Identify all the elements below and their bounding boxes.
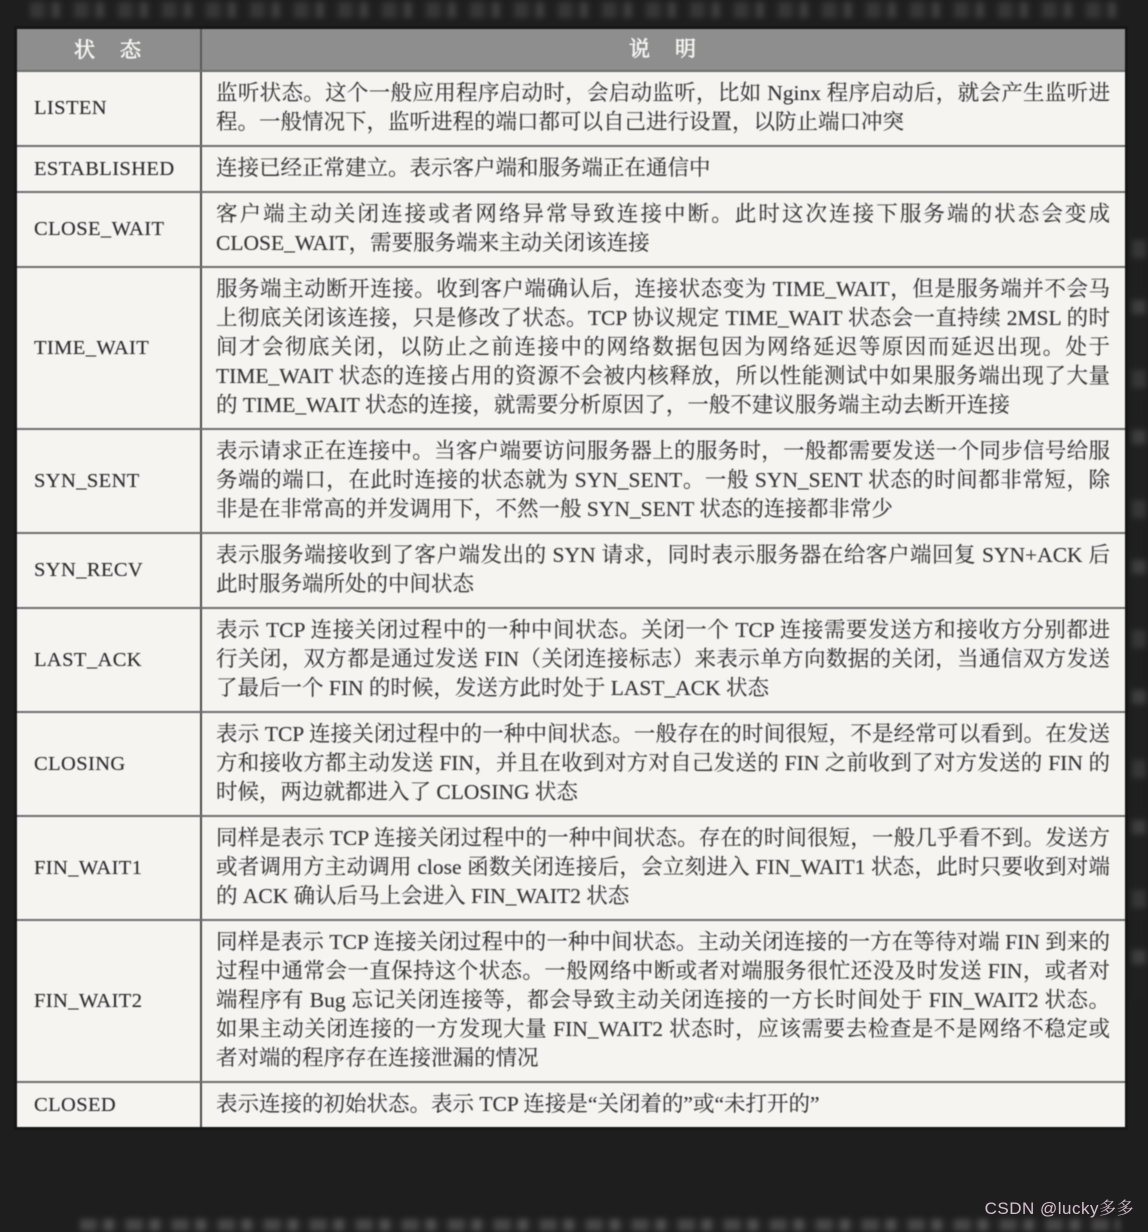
table-row	[17, 145, 1125, 191]
table-row	[17, 815, 1125, 919]
table-row	[17, 919, 1125, 1081]
state-cell: SYN_SENT	[34, 469, 140, 492]
table-row	[17, 1081, 1125, 1127]
description-cell: 同样是表示 TCP 连接关闭过程中的一种中间状态。主动关闭连接的一方在等待对端 FIN 到来的过程中通常会一直保持这个状态。一般网络中断或者对端服务很忙还没及时发送 FIN，或者对端程序有 Bug 忘记关闭连接等，都会导致主动关闭连接的一方长时间处于 FIN_WAIT2 状态。如果主动关闭连接的一方发现大量 FIN_WAIT2 状态时，应该需要去检查是不是网络不稳定或者对端的程序存在连接泄漏的情况	[200, 921, 1125, 1081]
table-row	[17, 70, 1125, 145]
table-row	[17, 428, 1125, 532]
state-cell: SYN_RECV	[34, 559, 144, 581]
cropped-text-top	[30, 2, 1120, 18]
state-cell: LISTEN	[34, 97, 107, 119]
state-cell: ESTABLISHED	[34, 157, 175, 180]
description-cell: 连接已经正常建立。表示客户端和服务端正在通信中	[200, 147, 1125, 191]
table-row	[17, 266, 1125, 428]
description-cell: 客户端主动关闭连接或者网络异常导致连接中断。此时这次连接下服务端的状态会变成 CLOSE_WAIT，需要服务端来主动关闭该连接	[200, 193, 1125, 266]
description-cell: 服务端主动断开连接。收到客户端确认后，连接状态变为 TIME_WAIT，但是服务端并不会马上彻底关闭该连接，只是修改了状态。TCP 协议规定 TIME_WAIT 状态会一直持续 2MSL 的时间才会彻底关闭，以防止之前连接中的网络数据包因为网络延迟等原因而延迟出现。处于 TIME_WAIT 状态的连接占用的资源不会被内核释放，所以性能测试中如果服务端出现了大量的 TIME_WAIT 状态的连接，就需要分析原因了，一般不建议服务端主动去断开连接	[200, 268, 1125, 428]
table-row	[17, 532, 1125, 607]
state-cell: CLOSING	[34, 752, 126, 775]
description-cell: 表示 TCP 连接关闭过程中的一种中间状态。关闭一个 TCP 连接需要发送方和接收方分别都进行关闭，双方都是通过发送 FIN（关闭连接标志）来表示单方向数据的关闭，当通信双方发送了最后一个 FIN 的时候，发送方此时处于 LAST_ACK 状态	[200, 609, 1125, 711]
cropped-text-bottom	[80, 1219, 1120, 1231]
header-state: 状 态	[74, 38, 143, 62]
header-description: 说 明	[200, 29, 1125, 70]
description-cell: 监听状态。这个一般应用程序启动时，会启动监听，比如 Nginx 程序启动后，就会产生监听进程。一般情况下，监听进程的端口都可以自己进行设置，以防止端口冲突	[200, 72, 1125, 145]
state-cell: TIME_WAIT	[34, 336, 150, 359]
state-cell: LAST_ACK	[34, 648, 142, 671]
state-cell: CLOSE_WAIT	[34, 218, 165, 240]
table-row	[17, 191, 1125, 266]
description-cell: 表示请求正在连接中。当客户端要访问服务器上的服务时，一般都需要发送一个同步信号给服务端的端口，在此时连接的状态就为 SYN_SENT。一般 SYN_SENT 状态的时间都非常短，除非是在非常高的并发调用下，不然一般 SYN_SENT 状态的连接都非常少	[200, 430, 1125, 532]
state-cell: FIN_WAIT1	[34, 856, 143, 879]
state-cell: FIN_WAIT2	[34, 989, 143, 1012]
state-cell: CLOSED	[34, 1093, 117, 1116]
description-cell: 表示服务端接收到了客户端发出的 SYN 请求，同时表示服务器在给客户端回复 SYN+ACK 后此时服务端所处的中间状态	[200, 534, 1125, 607]
description-cell: 同样是表示 TCP 连接关闭过程中的一种中间状态。存在的时间很短，一般几乎看不到。发送方或者调用方主动调用 close 函数关闭连接后，会立刻进入 FIN_WAIT1 状态，此时只要收到对端的 ACK 确认后马上会进入 FIN_WAIT2 状态	[200, 817, 1125, 919]
description-cell: 表示连接的初始状态。表示 TCP 连接是“关闭着的”或“未打开的”	[200, 1083, 1125, 1127]
csdn-watermark: CSDN @lucky多多	[984, 1199, 1134, 1218]
description-cell: 表示 TCP 连接关闭过程中的一种中间状态。一般存在的时间很短，不是经常可以看到。在发送方和接收方都主动发送 FIN，并且在收到对方对自己发送的 FIN 之前收到了对方发送的 FIN 的时候，两边就都进入了 CLOSING 状态	[200, 713, 1125, 815]
table-row	[17, 607, 1125, 711]
cropped-text-right	[1132, 240, 1146, 1000]
table-header-row	[17, 29, 1125, 70]
table-row	[17, 711, 1125, 815]
tcp-states-table	[14, 26, 1128, 1130]
